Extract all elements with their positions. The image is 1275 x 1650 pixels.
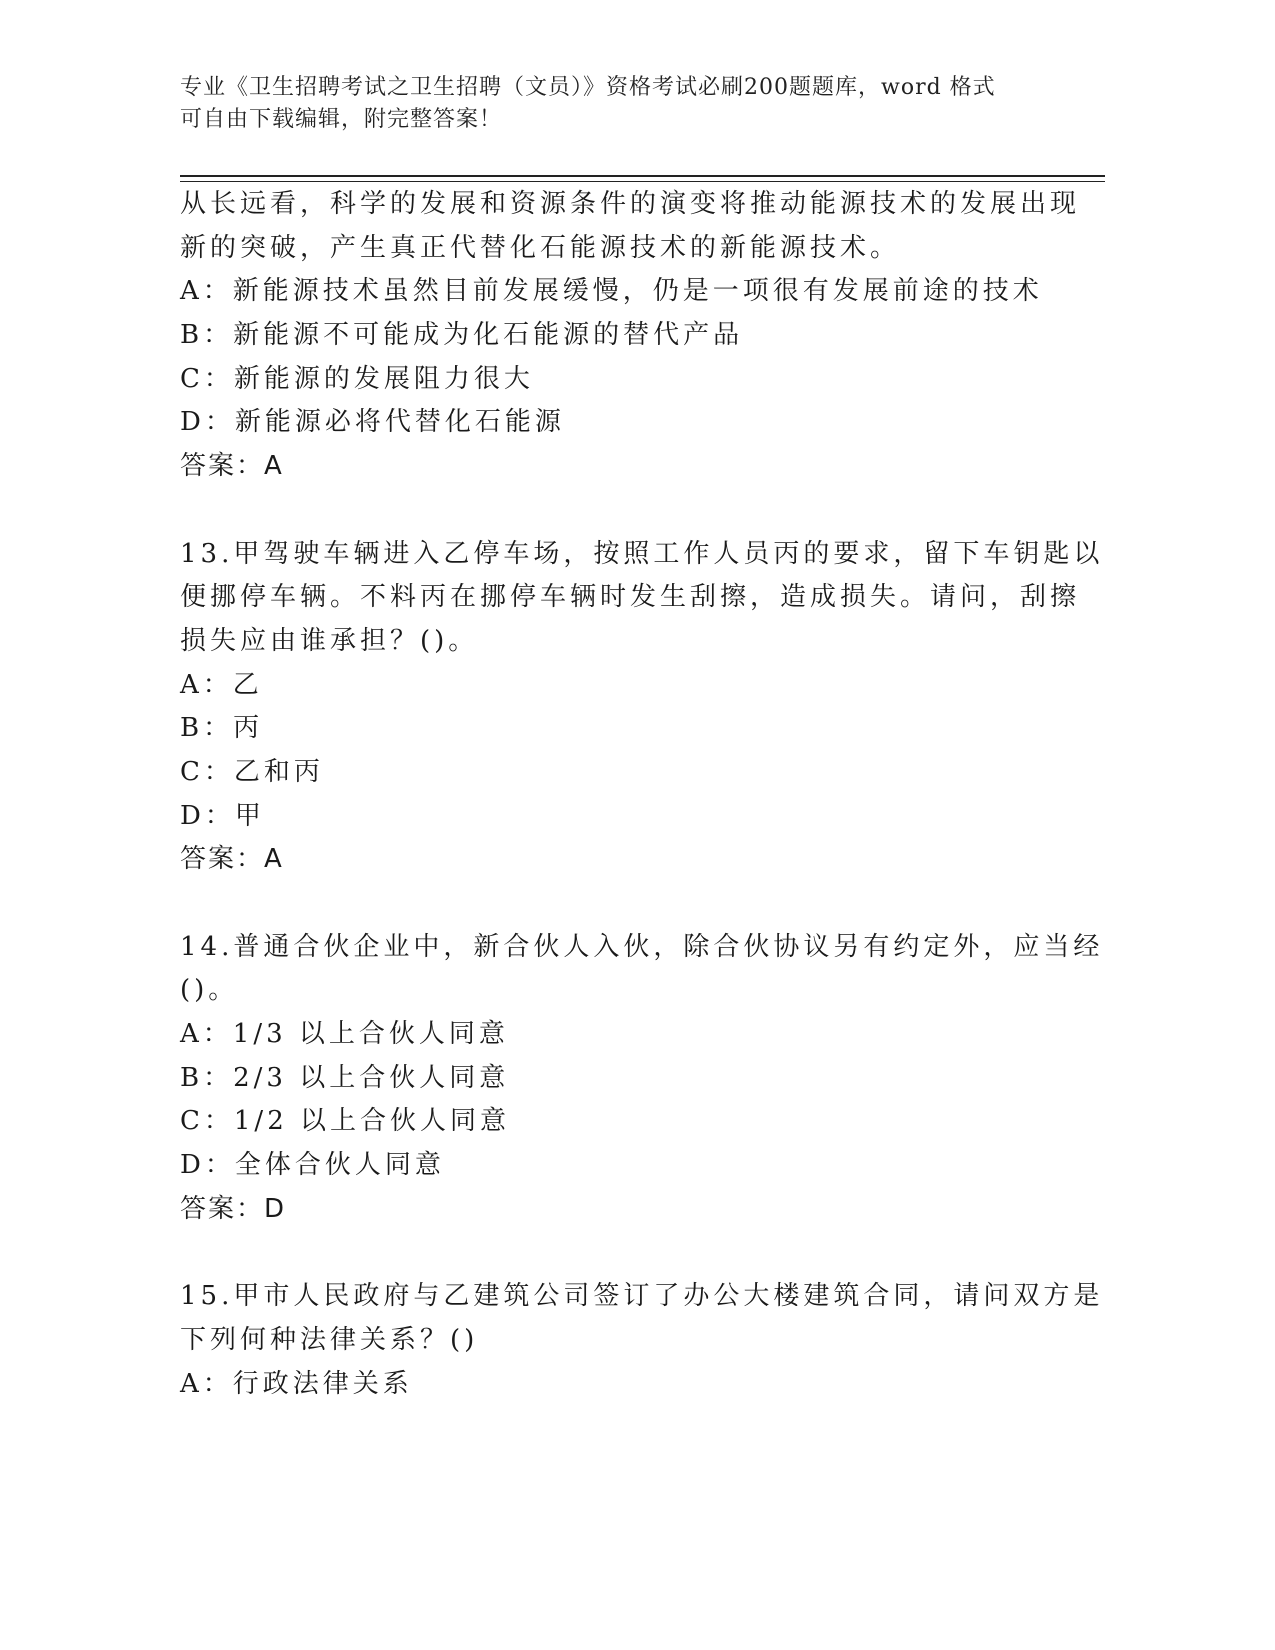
option-d: D：甲 (180, 800, 265, 831)
option-a: A：1/3 以上合伙人同意 (180, 1019, 509, 1050)
question-stem-line: 13.甲驾驶车辆进入乙停车场，按照工作人员丙的要求，留下车钥匙以 (180, 538, 1104, 569)
option-b: B：新能源不可能成为化石能源的替代产品 (180, 320, 744, 351)
question-stem-line: 下列何种法律关系？() (180, 1324, 479, 1355)
option-d: D：新能源必将代替化石能源 (180, 407, 565, 438)
question-stem-line: 损失应由谁承担？()。 (180, 625, 479, 656)
option-b: B：丙 (180, 713, 264, 744)
option-c: C：1/2 以上合伙人同意 (180, 1106, 511, 1137)
question-15 (180, 1275, 1104, 1406)
option-a: A：行政法律关系 (180, 1368, 413, 1399)
question-stem-line: ()。 (180, 975, 239, 1006)
question-stem-line: 便挪停车辆。不料丙在挪停车辆时发生刮擦，造成损失。请问，刮擦 (180, 582, 1081, 613)
header-divider-thin (180, 181, 1105, 182)
option-c: C：新能源的发展阻力很大 (180, 363, 534, 394)
header-divider-thick (180, 175, 1105, 177)
question-13 (180, 533, 1104, 883)
question-stem-line: 新的突破，产生真正代替化石能源技术的新能源技术。 (180, 232, 901, 263)
answer-line: 答案：A (180, 451, 284, 482)
question-spacer (180, 882, 1040, 926)
document-header (180, 72, 1040, 136)
question-spacer (180, 1232, 1040, 1276)
question-stem-line: 14.普通合伙企业中，新合伙人入伙，除合伙协议另有约定外，应当经 (180, 931, 1104, 962)
answer-line: 答案：D (180, 1193, 287, 1224)
question-spacer (180, 489, 1040, 533)
option-c: C：乙和丙 (180, 756, 324, 787)
question-14 (180, 926, 1104, 1232)
question-12 (180, 183, 1081, 489)
header-line-1: 专业《卫生招聘考试之卫生招聘（文员）》资格考试必刷200题题库，word 格式 (180, 75, 996, 100)
option-d: D：全体合伙人同意 (180, 1150, 445, 1181)
question-list (180, 183, 1104, 1406)
header-line-2: 可自由下载编辑，附完整答案！ (180, 107, 503, 132)
option-a: A：乙 (180, 669, 263, 700)
option-b: B：2/3 以上合伙人同意 (180, 1062, 510, 1093)
question-stem-line: 15.甲市人民政府与乙建筑公司签订了办公大楼建筑合同，请问双方是 (180, 1281, 1104, 1312)
question-stem-line: 从长远看，科学的发展和资源条件的演变将推动能源技术的发展出现 (180, 189, 1081, 219)
answer-line: 答案：A (180, 844, 284, 875)
option-a: A：新能源技术虽然目前发展缓慢，仍是一项很有发展前途的技术 (180, 276, 1043, 307)
